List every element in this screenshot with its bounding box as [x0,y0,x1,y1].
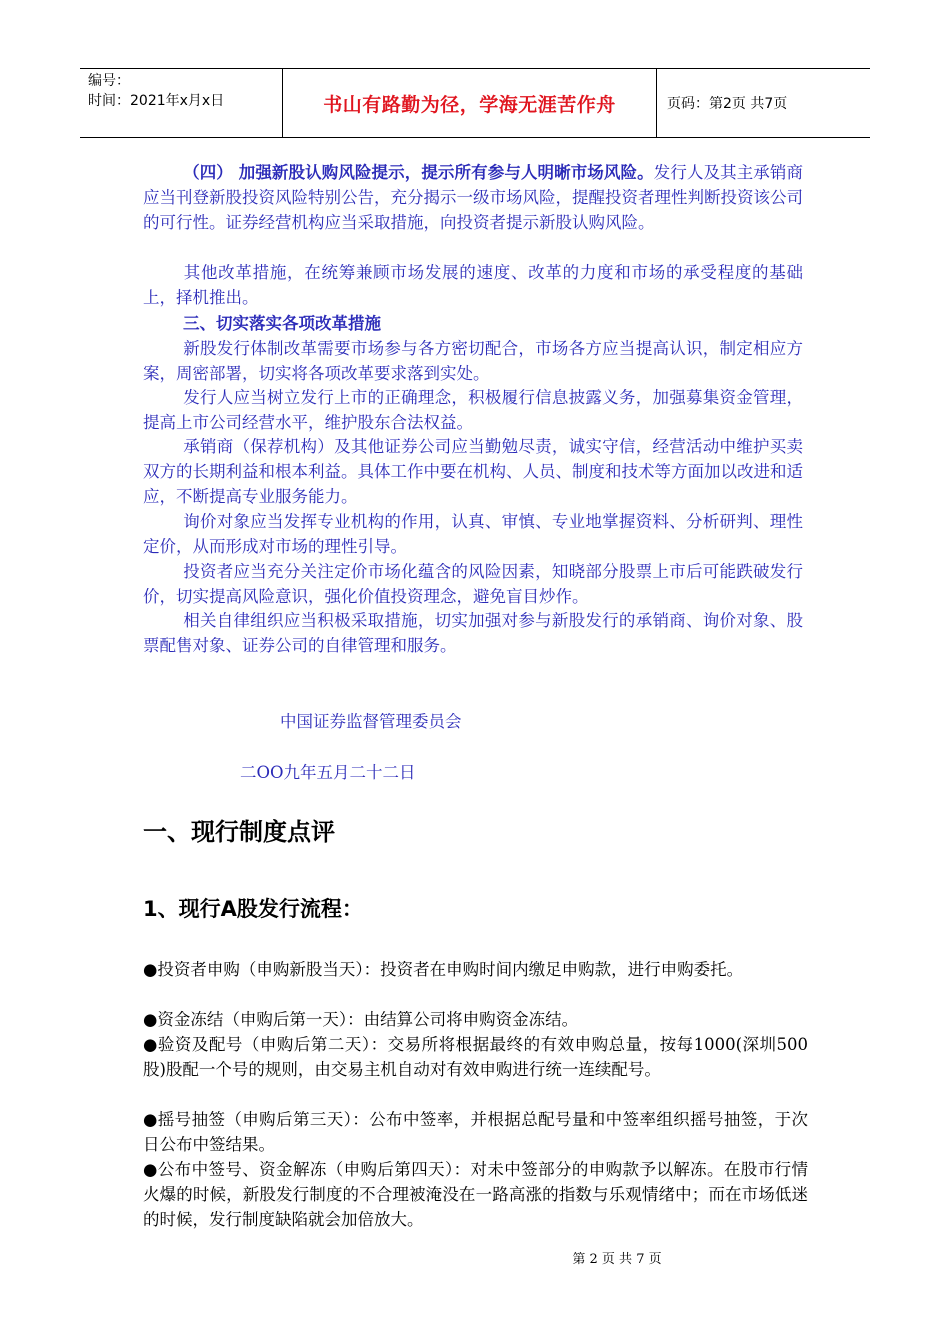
paragraph-reform [143,336,803,386]
header-number: 编号： [88,73,130,89]
paragraph-other-measures-text: 其他改革措施，在统筹兼顾市场发展的速度、改革的力度和市场的承受程度的基础上，择机推出。 [143,263,803,307]
footer-page-number: 第 2 页 共 7 页 [572,1252,662,1267]
paragraph-issuer [143,385,803,435]
bullet-item: ●资金冻结（申购后第一天）：由结算公司将申购资金冻结。 [143,1010,579,1029]
paragraph-underwriter [143,434,803,509]
paragraph-inquiry [143,509,803,559]
paragraph-reform-text: 新股发行体制改革需要市场参与各方密切配合，市场各方应当提高认识，制定相应方案，周密部署，切实将各项改革要求落到实处。 [143,339,803,383]
paragraph-inquiry-text: 询价对象应当发挥专业机构的作用，认真、审慎、专业地掌握资料、分析研判、理性定价，从而形成对市场的理性引导。 [143,512,803,556]
paragraph-other-measures [143,260,803,310]
paragraph-underwriter-text: 承销商（保荐机构）及其他证券公司应当勤勉尽责，诚实守信，经营活动中维护买卖双方的长期利益和根本利益。具体工作中要在机构、人员、制度和技术等方面加以改进和适应，不断提高专业服务能力。 [143,437,803,506]
header-page-cell [657,69,870,137]
paragraph-issuer-text: 发行人应当树立发行上市的正确理念，积极履行信息披露义务，加强募集资金管理，提高上市公司经营水平，维护股东合法权益。 [143,388,803,432]
section-title: 一、现行制度点评 [143,818,335,846]
paragraph-4-bold: （四） 加强新股认购风险提示，提示所有参与人明晰市场风险。 [183,163,654,182]
header-motto-cell [283,69,657,137]
paragraph-self-regulation [143,608,803,658]
page-header [80,68,870,138]
heading-section-3-text: 三、切实落实各项改革措施 [183,314,381,333]
section-subtitle: 1、现行A股发行流程： [143,897,363,921]
bullet-item: ●验资及配号（申购后第二天）：交易所将根据最终的有效申购总量，按每1000(深圳500股)股配一个号的规则，由交易主机自动对有效申购进行统一连续配号。 [143,1035,808,1079]
paragraph-investor [143,559,803,609]
header-motto: 书山有路勤为径，学海无涯苦作舟 [323,93,616,116]
bullet-item: ●公布中签号、资金解冻（申购后第四天）：对未中签部分的申购款予以解冻。在股市行情火爆的时候，新股发行制度的不合理被淹没在一路高涨的指数与乐观情绪中；而在市场低迷的时候，发行制度缺陷就会加倍放大。 [143,1160,808,1229]
header-meta [80,69,283,137]
header-time: 时间：2021年x月x日 [88,93,225,109]
header-page-number: 页码：第2页 共7页 [667,96,788,112]
bullet-item: ●摇号抽签（申购后第三天）：公布中签率，并根据总配号量和中签率组织摇号抽签，于次日公布中签结果。 [143,1110,808,1154]
paragraph-investor-text: 投资者应当充分关注定价市场化蕴含的风险因素，知晓部分股票上市后可能跌破发行价，切实提高风险意识，强化价值投资理念，避免盲目炒作。 [143,562,803,606]
paragraph-4 [143,160,803,235]
signature-date: 二OO九年五月二十二日 [240,763,416,782]
page-footer [0,1248,950,1267]
paragraph-self-regulation-text: 相关自律组织应当积极采取措施，切实加强对参与新股发行的承销商、询价对象、股票配售对象、证券公司的自律管理和服务。 [143,611,803,655]
signature-org: 中国证券监督管理委员会 [280,712,462,731]
heading-section-3 [143,311,803,336]
bullet-item: ●投资者申购（申购新股当天）：投资者在申购时间内缴足申购款，进行申购委托。 [143,960,744,979]
paragraph-4-text: 发行人及其主承销商应当刊登新股投资风险特别公告，充分揭示一级市场风险，提醒投资者理性判断投资该公司的可行性。证券经营机构应当采取措施，向投资者提示新股认购风险。 [143,163,804,232]
